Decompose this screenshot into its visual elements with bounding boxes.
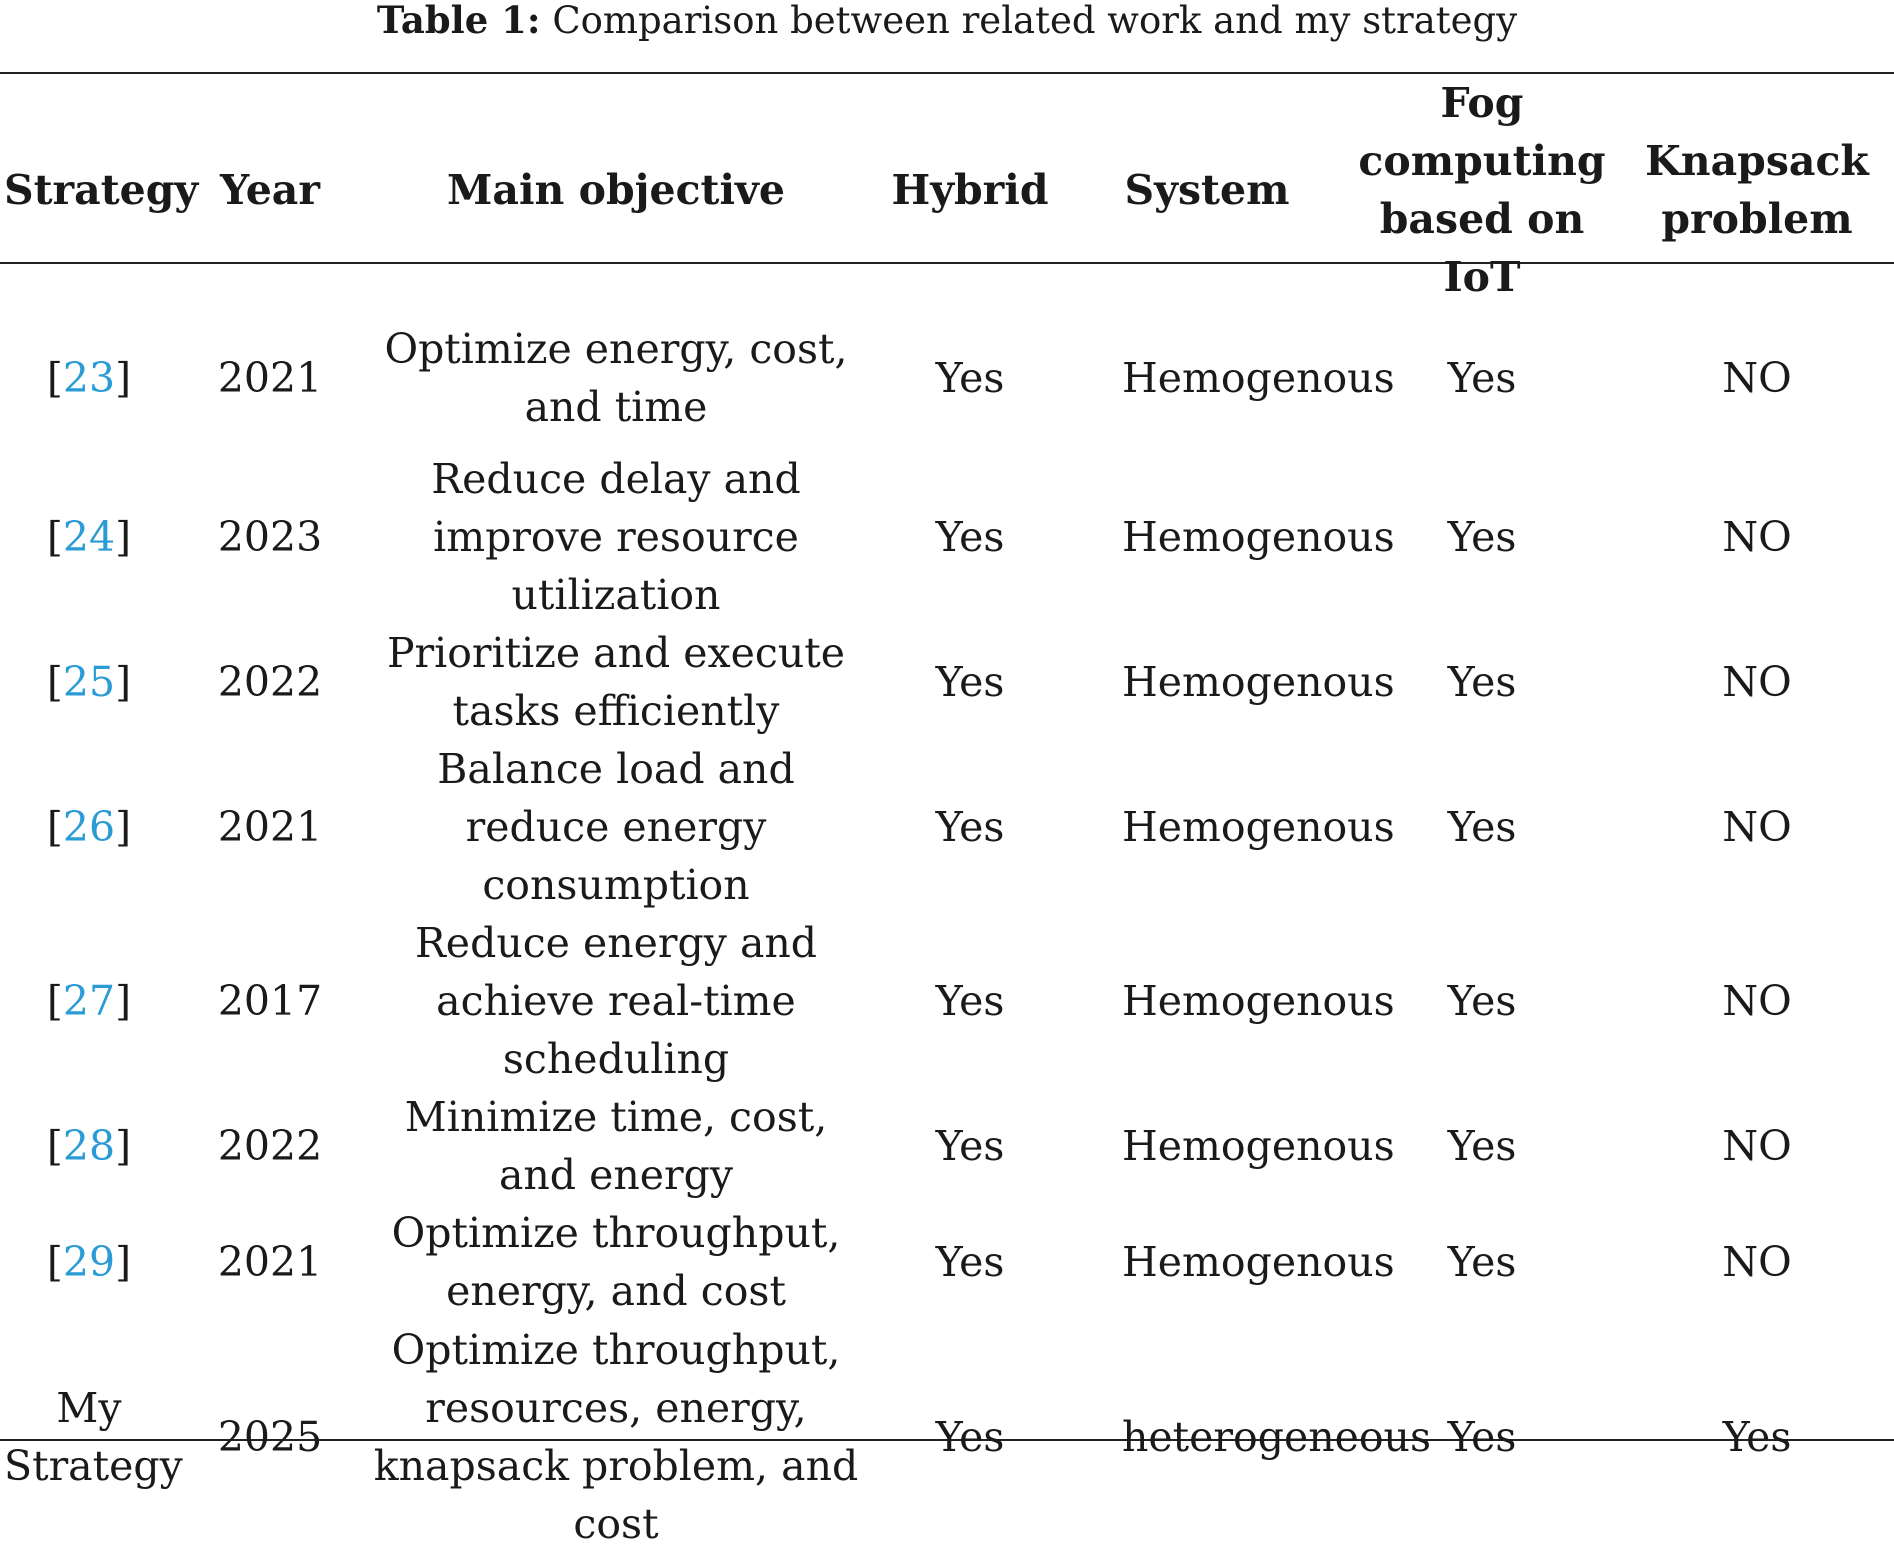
fog-cell: Yes bbox=[1447, 1238, 1517, 1286]
knapsack-cell: NO bbox=[1722, 1122, 1792, 1170]
year-cell: 2021 bbox=[217, 354, 323, 402]
system-cell: Hemogenous bbox=[1122, 354, 1395, 402]
strategy-cell: [24] bbox=[46, 513, 132, 561]
comparison-table bbox=[0, 74, 1894, 1553]
table-caption-text: Comparison between related work and my strategy bbox=[552, 0, 1518, 42]
header-hybrid: Hybrid bbox=[891, 166, 1049, 214]
hybrid-cell: Yes bbox=[935, 513, 1005, 561]
strategy-cell: My Strategy bbox=[4, 1383, 183, 1490]
header-row bbox=[0, 74, 1894, 306]
system-cell: Hemogenous bbox=[1122, 513, 1395, 561]
citation-link[interactable]: 28 bbox=[62, 1122, 116, 1170]
strategy-cell: [29] bbox=[46, 1238, 132, 1286]
year-cell: 2023 bbox=[217, 513, 323, 561]
table-row bbox=[0, 1320, 1894, 1553]
header-fog-computing: Fog computing based on IoT bbox=[1358, 79, 1606, 301]
table-row bbox=[0, 914, 1894, 1088]
fog-cell: Yes bbox=[1447, 354, 1517, 402]
fog-cell: Yes bbox=[1447, 1412, 1517, 1461]
knapsack-cell: Yes bbox=[1722, 1412, 1792, 1461]
header-strategy: Strategy bbox=[4, 166, 199, 214]
objective-cell: Optimize throughput, resources, energy, knapsack problem, and cost bbox=[373, 1325, 859, 1548]
objective-cell: Balance load and reduce energy consumption bbox=[437, 745, 795, 909]
knapsack-cell: NO bbox=[1722, 803, 1792, 851]
system-cell: Hemogenous bbox=[1122, 803, 1395, 851]
objective-cell: Optimize energy, cost, and time bbox=[384, 325, 848, 431]
objective-cell: Reduce delay and improve resource utilization bbox=[431, 455, 801, 619]
table-row bbox=[0, 450, 1894, 624]
year-cell: 2021 bbox=[217, 803, 323, 851]
header-system: System bbox=[1124, 166, 1290, 214]
objective-cell: Prioritize and execute tasks efficiently bbox=[386, 629, 846, 735]
knapsack-cell: NO bbox=[1722, 513, 1792, 561]
table-row bbox=[0, 1088, 1894, 1204]
table-caption bbox=[0, 0, 1894, 40]
table-caption-label: Table 1: bbox=[376, 0, 541, 42]
knapsack-cell: NO bbox=[1722, 977, 1792, 1025]
header-year: Year bbox=[220, 166, 320, 214]
year-cell: 2017 bbox=[217, 977, 323, 1025]
citation-link[interactable]: 23 bbox=[62, 354, 116, 402]
table-row bbox=[0, 624, 1894, 740]
hybrid-cell: Yes bbox=[935, 1122, 1005, 1170]
strategy-cell: [25] bbox=[46, 658, 132, 706]
hybrid-cell: Yes bbox=[935, 803, 1005, 851]
strategy-cell: [26] bbox=[46, 803, 132, 851]
header-main-objective: Main objective bbox=[447, 166, 785, 214]
objective-cell: Reduce energy and achieve real-time scheduling bbox=[414, 919, 818, 1083]
header-knapsack-problem: Knapsack problem bbox=[1645, 137, 1869, 243]
hybrid-cell: Yes bbox=[935, 658, 1005, 706]
table-row bbox=[0, 306, 1894, 450]
objective-cell: Optimize throughput, energy, and cost bbox=[391, 1209, 841, 1315]
fog-cell: Yes bbox=[1447, 658, 1517, 706]
objective-cell: Minimize time, cost, and energy bbox=[404, 1093, 828, 1199]
knapsack-cell: NO bbox=[1722, 1238, 1792, 1286]
strategy-cell: [27] bbox=[46, 977, 132, 1025]
strategy-cell: [23] bbox=[46, 354, 132, 402]
year-cell: 2022 bbox=[217, 1122, 323, 1170]
citation-link[interactable]: 24 bbox=[62, 513, 116, 561]
fog-cell: Yes bbox=[1447, 977, 1517, 1025]
knapsack-cell: NO bbox=[1722, 658, 1792, 706]
fog-cell: Yes bbox=[1447, 513, 1517, 561]
hybrid-cell: Yes bbox=[935, 354, 1005, 402]
system-cell: Hemogenous bbox=[1122, 977, 1395, 1025]
knapsack-cell: NO bbox=[1722, 354, 1792, 402]
citation-link[interactable]: 26 bbox=[62, 803, 116, 851]
year-cell: 2022 bbox=[217, 658, 323, 706]
strategy-cell: [28] bbox=[46, 1122, 132, 1170]
year-cell: 2025 bbox=[217, 1412, 323, 1461]
citation-link[interactable]: 29 bbox=[62, 1238, 116, 1286]
fog-cell: Yes bbox=[1447, 803, 1517, 851]
system-cell: heterogeneous bbox=[1122, 1412, 1432, 1461]
fog-cell: Yes bbox=[1447, 1122, 1517, 1170]
hybrid-cell: Yes bbox=[935, 977, 1005, 1025]
hybrid-cell: Yes bbox=[935, 1412, 1005, 1461]
citation-link[interactable]: 25 bbox=[62, 658, 116, 706]
year-cell: 2021 bbox=[217, 1238, 323, 1286]
system-cell: Hemogenous bbox=[1122, 1122, 1395, 1170]
citation-link[interactable]: 27 bbox=[62, 977, 116, 1025]
system-cell: Hemogenous bbox=[1122, 1238, 1395, 1286]
hybrid-cell: Yes bbox=[935, 1238, 1005, 1286]
system-cell: Hemogenous bbox=[1122, 658, 1395, 706]
table-row bbox=[0, 1204, 1894, 1320]
table-row bbox=[0, 740, 1894, 914]
